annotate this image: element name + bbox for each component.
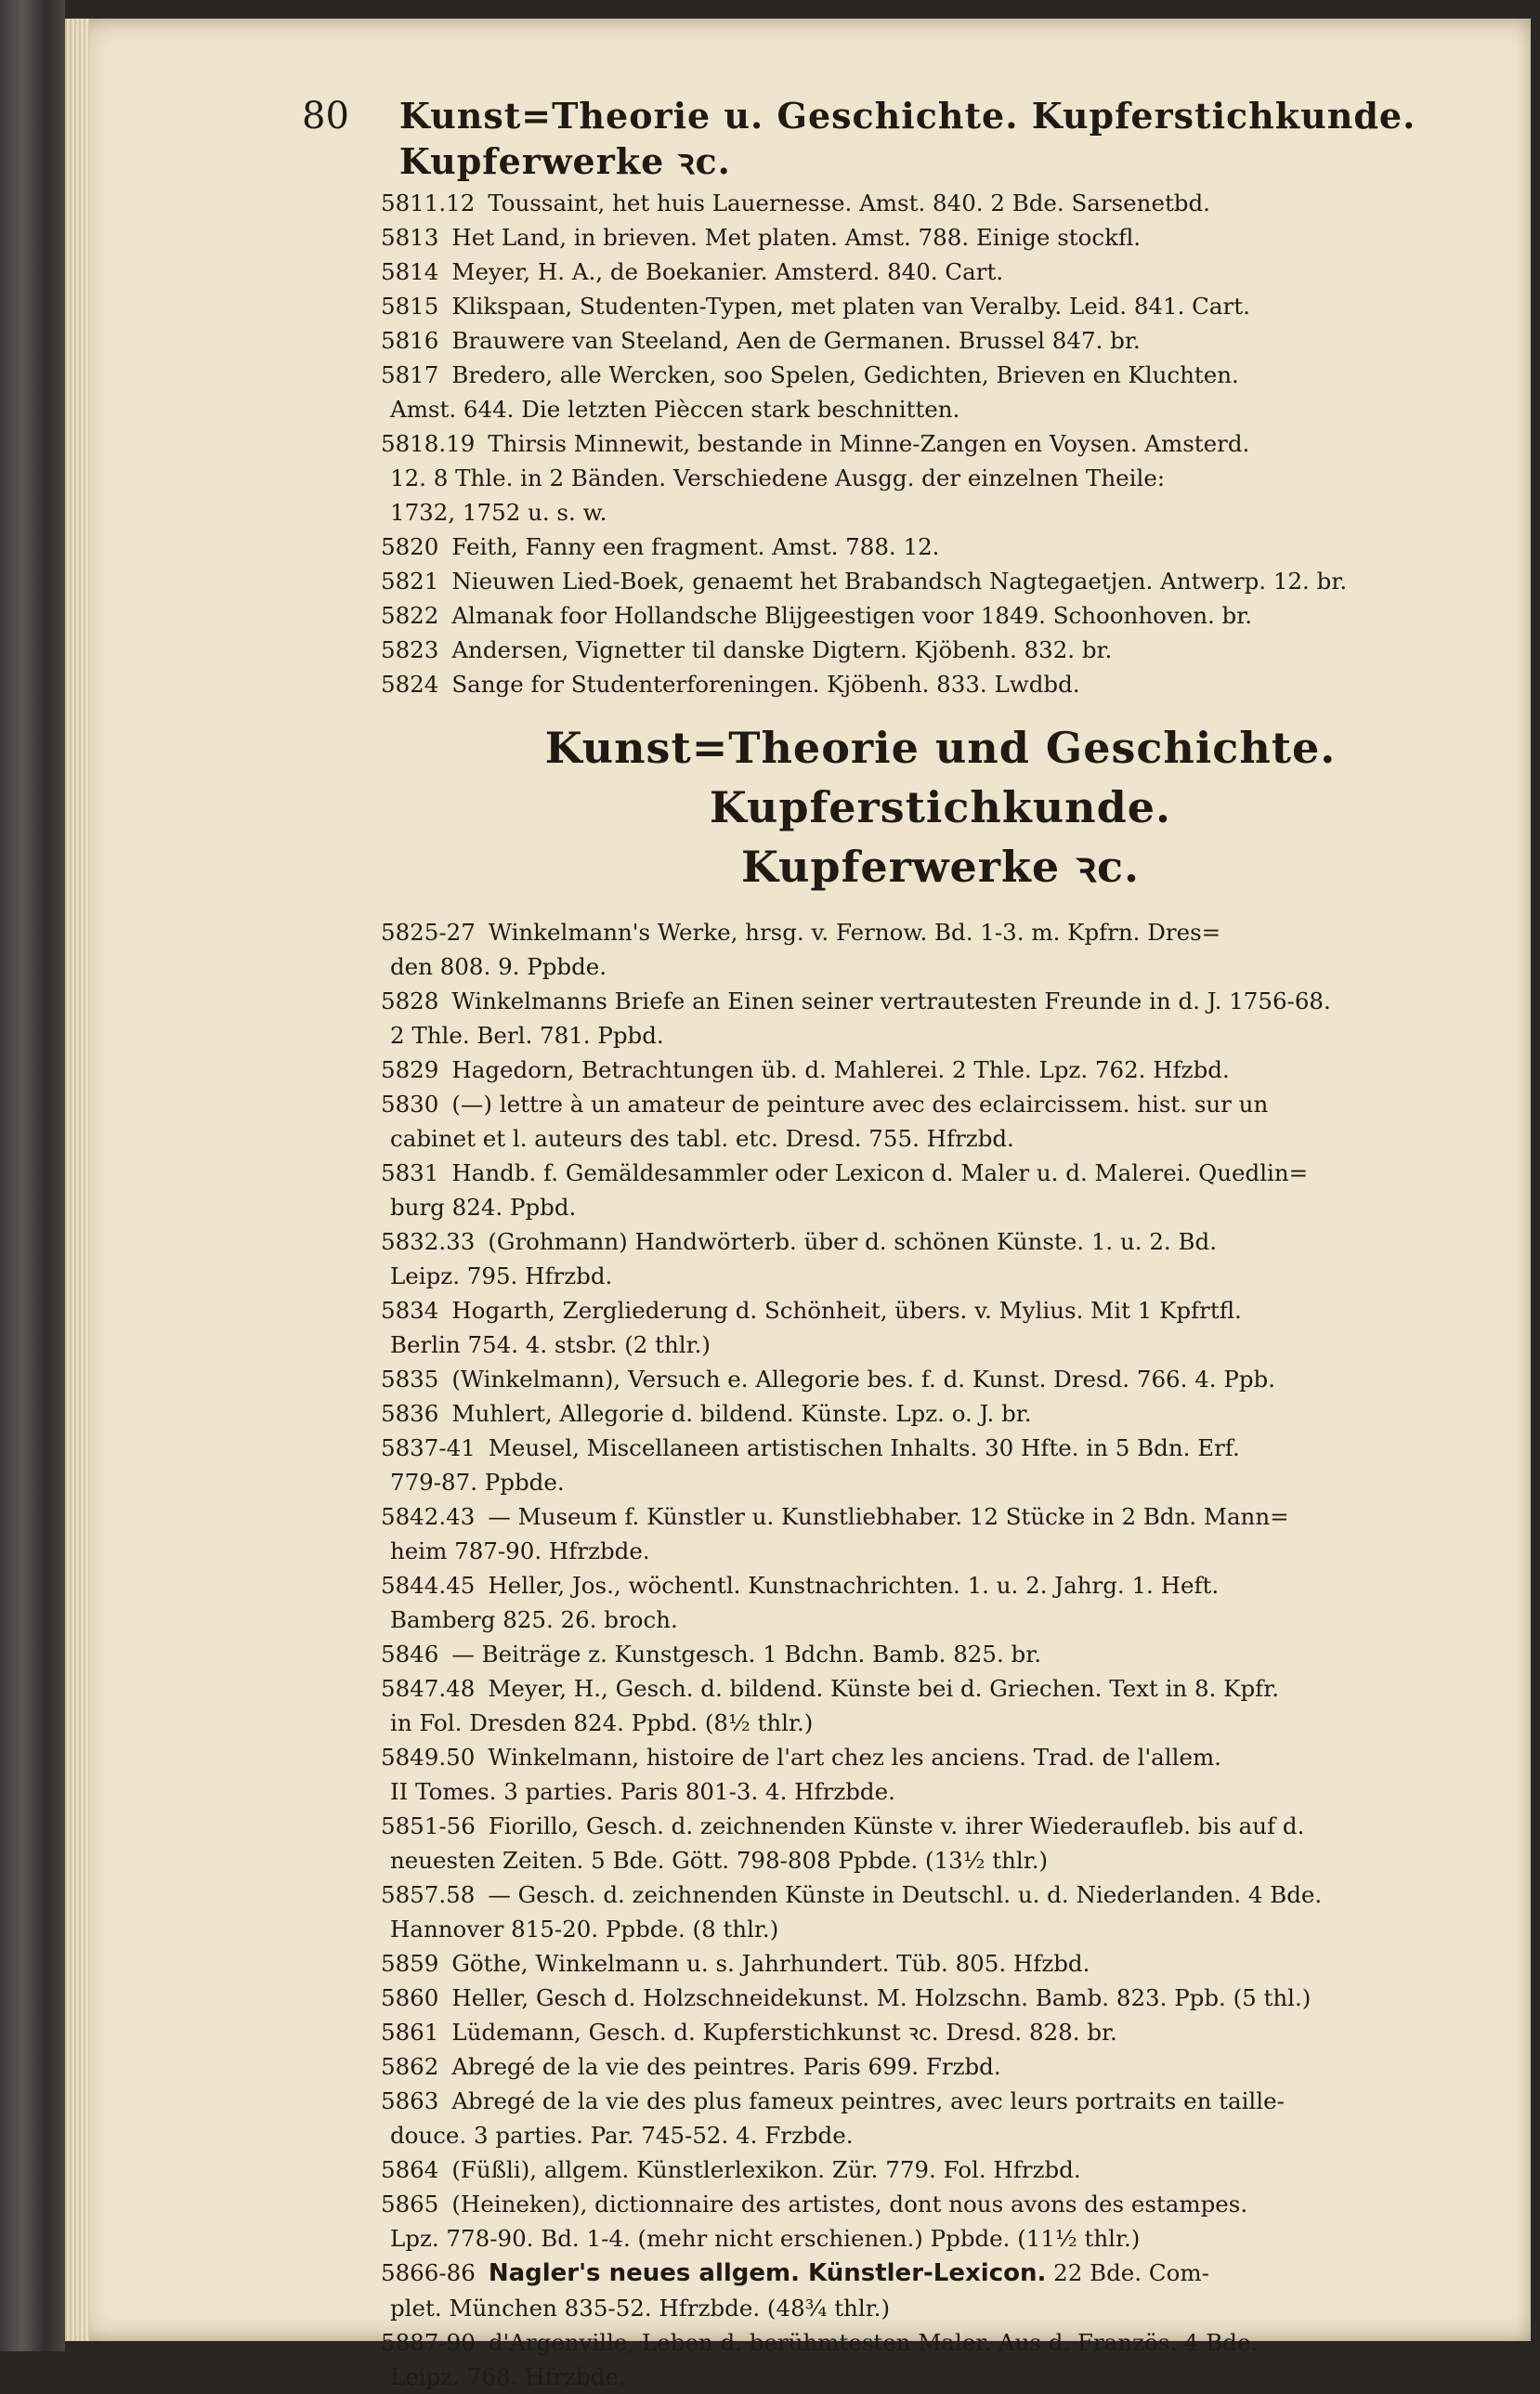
entry-first-line	[381, 255, 1537, 289]
entry-continuation: Berlin 754. 4. stsbr. (2 thlr.)	[390, 1331, 711, 1358]
entry-number: 5814	[381, 258, 439, 285]
entry-continuation: 2 Thle. Berl. 781. Ppbd.	[390, 1022, 664, 1049]
entry-text: Thirsis Minnewit, bestande in Minne-Zangen en Voysen. Amsterd.	[488, 430, 1250, 457]
entry-text: Andersen, Vignetter til danske Digtern. Kjöbenh. 832. br.	[451, 636, 1113, 663]
catalog-entry	[381, 2015, 1537, 2049]
catalog-entry	[381, 426, 1537, 530]
catalog-content	[381, 186, 1537, 2394]
entry-number: 5815	[381, 293, 439, 320]
section-heading-line1: Kunst=Theorie und Geschichte. Kupferstichkunde.	[544, 723, 1337, 832]
entry-first-line	[381, 1053, 1537, 1087]
catalog-entry	[381, 1877, 1537, 1946]
entry-number: 5847.48	[381, 1675, 476, 1702]
entry-text: Hogarth, Zergliederung d. Schönheit, übers. v. Mylius. Mit 1 Kpfrtfl.	[451, 1297, 1242, 1324]
entry-text: d'Argenville, Leben d. berühmtesten Maler. Aus d. Französ. 4 Bde.	[488, 2329, 1259, 2356]
entry-text: Brauwere van Steeland, Aen de Germanen. Brussel 847. br.	[451, 327, 1141, 354]
entry-number: 5837-41	[381, 1434, 476, 1461]
catalog-entry	[381, 2187, 1537, 2256]
entry-number: 5861	[381, 2019, 439, 2046]
entry-first-line	[381, 1396, 1537, 1431]
entry-first-line	[381, 1224, 1537, 1259]
entry-first-line	[381, 186, 1537, 220]
entry-text: — Gesch. d. zeichnenden Künste in Deutschl. u. d. Niederlanden. 4 Bde.	[488, 1881, 1323, 1908]
catalog-entry	[381, 2049, 1537, 2084]
entry-text: (—) lettre à un amateur de peinture avec des eclaircissem. hist. sur un	[451, 1091, 1269, 1118]
catalog-entry	[381, 289, 1537, 323]
entry-number: 5887-90	[381, 2329, 476, 2356]
entry-continuation: 1732, 1752 u. s. w.	[390, 499, 607, 526]
entry-continuation: in Fol. Dresden 824. Ppbd. (8½ thlr.)	[390, 1709, 814, 1736]
entry-number: 5864	[381, 2156, 439, 2183]
entry-number: 5816	[381, 327, 439, 354]
entry-first-line	[381, 633, 1537, 667]
entry-first-line	[381, 2049, 1537, 2084]
entry-text: Meyer, H., Gesch. d. bildend. Künste bei d. Griechen. Text in 8. Kpfr.	[488, 1675, 1280, 1702]
entry-first-line	[381, 530, 1537, 564]
entry-number: 5835	[381, 1366, 439, 1393]
catalog-entry	[381, 1431, 1537, 1499]
entry-number: 5828	[381, 988, 439, 1014]
entry-text: Meyer, H. A., de Boekanier. Amsterd. 840. Cart.	[451, 258, 1004, 285]
entry-number: 5859	[381, 1950, 439, 1977]
entry-first-line	[381, 2187, 1537, 2221]
entry-continuation: douce. 3 parties. Par. 745-52. 4. Frzbde.	[390, 2122, 854, 2149]
entry-number: 5834	[381, 1297, 439, 1324]
catalog-entry	[381, 220, 1537, 255]
book-page	[65, 19, 1531, 2390]
catalog-entry	[381, 530, 1537, 564]
entry-first-line	[381, 915, 1537, 949]
catalog-entry	[381, 1637, 1537, 1671]
entry-text: Hagedorn, Betrachtungen üb. d. Mahlerei. 2 Thle. Lpz. 762. Hfzbd.	[451, 1056, 1230, 1083]
entry-continuation: Leipz. 768. Hfrzbde.	[390, 2363, 626, 2390]
catalog-entry	[381, 1087, 1537, 1156]
page-gutter	[65, 19, 89, 2341]
entry-first-line	[381, 1431, 1537, 1465]
entries-after-heading	[381, 915, 1537, 2394]
catalog-entry	[381, 186, 1537, 220]
entry-continuation: den 808. 9. Ppbde.	[390, 953, 607, 980]
catalog-entry	[381, 1499, 1537, 1568]
entry-text: Feith, Fanny een fragment. Amst. 788. 12.	[451, 533, 940, 560]
entry-number: 5818.19	[381, 430, 476, 457]
entry-number: 5862	[381, 2053, 439, 2080]
entry-text: — Beiträge z. Kunstgesch. 1 Bdchn. Bamb. 825. br.	[451, 1641, 1042, 1668]
entry-first-line	[381, 1637, 1537, 1671]
entry-first-line	[381, 2325, 1537, 2360]
entry-text: Toussaint, het huis Lauernesse. Amst. 840. 2 Bde. Sarsenetbd.	[488, 190, 1210, 216]
entry-text: Fiorillo, Gesch. d. zeichnenden Künste v. ihrer Wiederaufleb. bis auf d.	[488, 1812, 1305, 1839]
entry-number: 5836	[381, 1400, 439, 1427]
entry-first-line	[381, 2256, 1537, 2291]
entry-text: Winkelmann's Werke, hrsg. v. Fernow. Bd. 1-3. m. Kpfrn. Dres=	[488, 919, 1221, 946]
entry-continuation: 779-87. Ppbde.	[390, 1469, 565, 1496]
entry-number: 5865	[381, 2191, 439, 2217]
entry-first-line	[381, 358, 1537, 392]
entry-first-line	[381, 1809, 1537, 1843]
entry-number: 5820	[381, 533, 439, 560]
entry-text: Bredero, alle Wercken, soo Spelen, Gedichten, Brieven en Kluchten.	[451, 361, 1239, 388]
entry-first-line	[381, 564, 1537, 598]
entry-continuation: cabinet et l. auteurs des tabl. etc. Dresd. 755. Hfrzbd.	[390, 1125, 1014, 1152]
entry-first-line	[381, 1362, 1537, 1396]
catalog-entry	[381, 1568, 1537, 1637]
catalog-entry	[381, 564, 1537, 598]
catalog-entry	[381, 598, 1537, 633]
catalog-entry	[381, 1946, 1537, 1981]
entry-text: (Füßli), allgem. Künstlerlexikon. Zür. 779. Fol. Hfrzbd.	[451, 2156, 1081, 2183]
entry-first-line	[381, 2015, 1537, 2049]
entry-text: Meusel, Miscellaneen artistischen Inhalts. 30 Hfte. in 5 Bdn. Erf.	[488, 1434, 1240, 1461]
entry-number: 5821	[381, 568, 439, 595]
entry-number: 5866-86	[381, 2259, 476, 2286]
page-number: 80	[302, 95, 349, 137]
entry-number: 5844.45	[381, 1572, 476, 1599]
entry-first-line	[381, 1499, 1537, 1534]
catalog-entry	[381, 1740, 1537, 1809]
entry-first-line	[381, 2084, 1537, 2118]
catalog-entry	[381, 984, 1537, 1053]
entry-continuation: Lpz. 778-90. Bd. 1-4. (mehr nicht erschienen.) Ppbde. (11½ thlr.)	[390, 2225, 1141, 2252]
catalog-entry	[381, 915, 1537, 984]
entry-text: Lüdemann, Gesch. d. Kupferstichkunst ꝛc. Dresd. 828. br.	[451, 2019, 1117, 2046]
entry-continuation: neuesten Zeiten. 5 Bde. Gött. 798-808 Ppbde. (13½ thlr.)	[390, 1847, 1049, 1874]
catalog-entry	[381, 1809, 1537, 1877]
entry-continuation: heim 787-90. Hfrzbde.	[390, 1537, 650, 1564]
entry-continuation: Hannover 815-20. Ppbde. (8 thlr.)	[390, 1916, 779, 1943]
entry-number: 5825-27	[381, 919, 476, 946]
catalog-entry	[381, 1156, 1537, 1224]
catalog-entry	[381, 1362, 1537, 1396]
entry-continuation: Bamberg 825. 26. broch.	[390, 1606, 678, 1633]
entry-text: (Heineken), dictionnaire des artistes, dont nous avons des estampes.	[451, 2191, 1248, 2217]
entry-first-line	[381, 323, 1537, 358]
catalog-entry	[381, 2084, 1537, 2152]
entry-first-line	[381, 1981, 1537, 2015]
entry-number: 5842.43	[381, 1503, 476, 1530]
entry-first-line	[381, 598, 1537, 633]
entry-first-line	[381, 1877, 1537, 1912]
catalog-entry	[381, 1053, 1537, 1087]
entry-text: Abregé de la vie des peintres. Paris 699. Frzbd.	[451, 2053, 1001, 2080]
entry-text: Nieuwen Lied-Boek, genaemt het Brabandsch Nagtegaetjen. Antwerp. 12. br.	[451, 568, 1348, 595]
entry-number: 5823	[381, 636, 439, 663]
catalog-entry	[381, 323, 1537, 358]
entry-first-line	[381, 289, 1537, 323]
entry-text: Abregé de la vie des plus fameux peintres, avec leurs portraits en taille-	[451, 2087, 1285, 2114]
entry-number: 5863	[381, 2087, 439, 2114]
entry-first-line	[381, 1671, 1537, 1706]
entry-number: 5832.33	[381, 1228, 476, 1255]
entry-text: Muhlert, Allegorie d. bildend. Künste. Lpz. o. J. br.	[451, 1400, 1032, 1427]
entry-first-line	[381, 667, 1537, 701]
catalog-entry	[381, 1224, 1537, 1293]
page-header	[302, 95, 1528, 182]
entry-first-line	[381, 1946, 1537, 1981]
entry-text: (Winkelmann), Versuch e. Allegorie bes. f. d. Kunst. Dresd. 766. 4. Ppb.	[451, 1366, 1276, 1393]
entry-number: 5817	[381, 361, 439, 388]
entry-number: 5811.12	[381, 190, 476, 216]
entry-first-line	[381, 220, 1537, 255]
entry-text: Sange for Studenterforeningen. Kjöbenh. 833. Lwdbd.	[451, 671, 1080, 698]
entry-text: Almanak foor Hollandsche Blijgeestigen voor 1849. Schoonhoven. br.	[451, 602, 1253, 629]
entry-number: 5822	[381, 602, 439, 629]
catalog-entry	[381, 633, 1537, 667]
catalog-entry	[381, 2256, 1537, 2325]
catalog-entry	[381, 2152, 1537, 2187]
entry-text: Göthe, Winkelmann u. s. Jahrhundert. Tüb. 805. Hfzbd.	[451, 1950, 1090, 1977]
entry-number: 5813	[381, 224, 439, 251]
entry-first-line	[381, 1568, 1537, 1603]
catalog-entry	[381, 2325, 1537, 2394]
catalog-entry	[381, 1981, 1537, 2015]
catalog-entry	[381, 358, 1537, 426]
running-title: Kunst=Theorie u. Geschichte. Kupferstichkunde. Kupferwerke ꝛc.	[398, 95, 1416, 182]
entry-text: Heller, Jos., wöchentl. Kunstnachrichten. 1. u. 2. Jahrg. 1. Heft.	[488, 1572, 1220, 1599]
catalog-entry	[381, 1293, 1537, 1362]
entry-first-line	[381, 984, 1537, 1018]
entries-before-heading	[381, 186, 1537, 701]
entry-continuation: plet. München 835-52. Hfrzbde. (48¾ thlr.)	[390, 2295, 891, 2322]
section-heading-line2: Kupferwerke ꝛc.	[741, 842, 1140, 892]
entry-first-line	[381, 1740, 1537, 1774]
catalog-entry	[381, 1396, 1537, 1431]
catalog-entry	[381, 1671, 1537, 1740]
entry-text: (Grohmann) Handwörterb. über d. schönen Künste. 1. u. 2. Bd.	[488, 1228, 1217, 1255]
entry-bold-title: Nagler's neues allgem. Künstler-Lexicon.	[488, 2259, 1047, 2287]
entry-continuation: 12. 8 Thle. in 2 Bänden. Verschiedene Ausgg. der einzelnen Theile:	[390, 464, 1166, 491]
entry-number: 5824	[381, 671, 439, 698]
entry-number: 5851-56	[381, 1812, 476, 1839]
entry-text: — Museum f. Künstler u. Kunstliebhaber. 12 Stücke in 2 Bdn. Mann=	[488, 1503, 1289, 1530]
entry-number: 5857.58	[381, 1881, 476, 1908]
entry-text: Handb. f. Gemäldesammler oder Lexicon d. Maler u. d. Malerei. Quedlin=	[451, 1159, 1309, 1186]
entry-number: 5830	[381, 1091, 439, 1118]
entry-text: Het Land, in brieven. Met platen. Amst. 788. Einige stockfl.	[451, 224, 1142, 251]
book-binding	[0, 0, 65, 2351]
section-heading	[344, 718, 1537, 896]
entry-continuation: Leipz. 795. Hfrzbd.	[390, 1262, 613, 1289]
entry-first-line	[381, 1293, 1537, 1328]
entry-text: 22 Bde. Com-	[1046, 2259, 1209, 2286]
catalog-entry	[381, 255, 1537, 289]
entry-text: Winkelmanns Briefe an Einen seiner vertrautesten Freunde in d. J. 1756-68.	[451, 988, 1331, 1014]
entry-first-line	[381, 1156, 1537, 1190]
entry-continuation: burg 824. Ppbd.	[390, 1194, 577, 1221]
entry-text: Klikspaan, Studenten-Typen, met platen van Veralby. Leid. 841. Cart.	[451, 293, 1250, 320]
entry-continuation: II Tomes. 3 parties. Paris 801-3. 4. Hfrzbde.	[390, 1778, 895, 1805]
catalog-entry	[381, 667, 1537, 701]
entry-first-line	[381, 1087, 1537, 1121]
entry-number: 5829	[381, 1056, 439, 1083]
entry-number: 5860	[381, 1984, 439, 2011]
entry-number: 5846	[381, 1641, 439, 1668]
entry-first-line	[381, 426, 1537, 461]
entry-continuation: Amst. 644. Die letzten Pièccen stark beschnitten.	[390, 396, 960, 423]
entry-first-line	[381, 2152, 1537, 2187]
entry-text: Winkelmann, histoire de l'art chez les anciens. Trad. de l'allem.	[488, 1744, 1221, 1771]
entry-number: 5831	[381, 1159, 439, 1186]
entry-number: 5849.50	[381, 1744, 476, 1771]
entry-text: Heller, Gesch d. Holzschneidekunst. M. Holzschn. Bamb. 823. Ppb. (5 thl.)	[451, 1984, 1312, 2011]
